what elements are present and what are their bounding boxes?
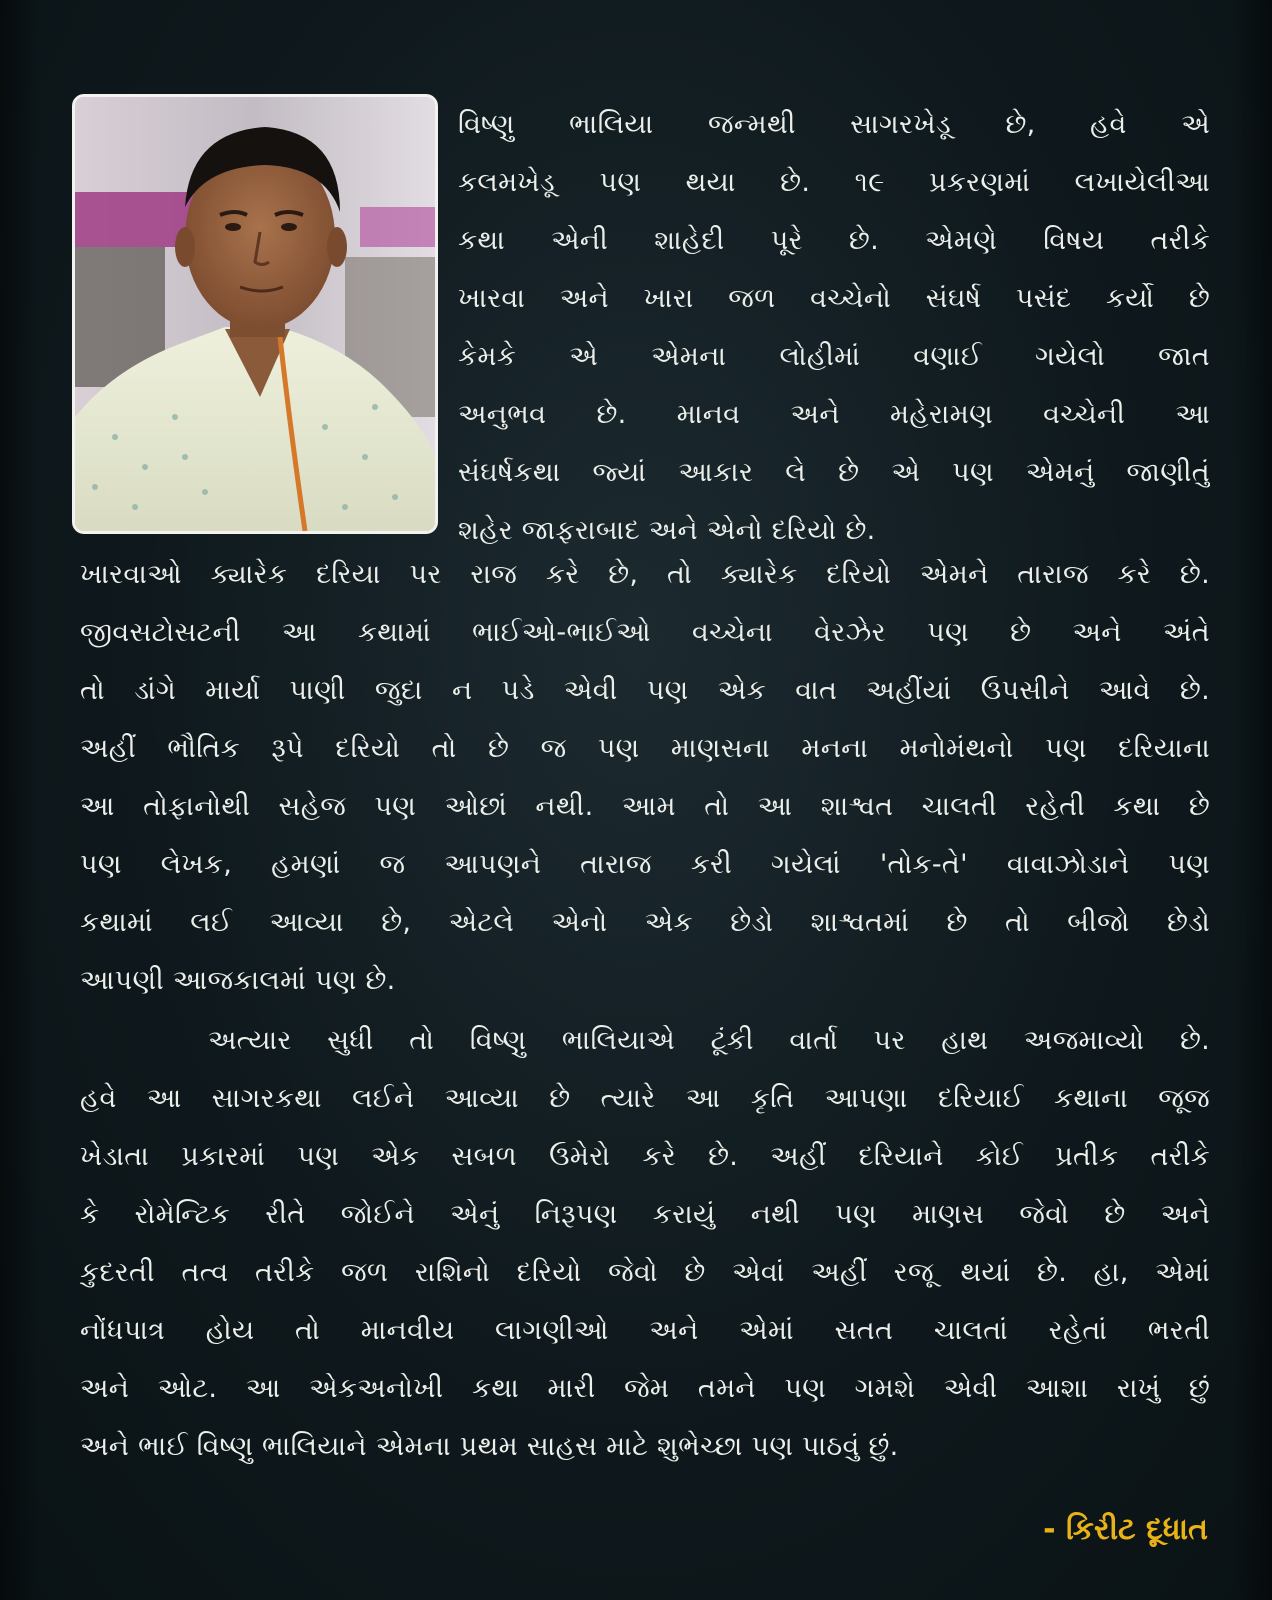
author-photo bbox=[72, 94, 438, 534]
intro-line: અનુભવ છે. માનવ અને મહેરામણ વચ્ચેની આ bbox=[458, 399, 1210, 430]
paragraph-line: આપણી આજકાલમાં પણ છે. bbox=[80, 965, 396, 996]
paragraph-line: તો ડાંગે માર્યા પાણી જુદા ન પડે એવી પણ એક વાત અહીંયાં ઉપસીને આવે છે. bbox=[80, 675, 1210, 706]
paragraph-line: કથામાં લઈ આવ્યા છે, એટલે એનો એક છેડો શાશ્વતમાં છે તો બીજો છેડો bbox=[80, 907, 1210, 938]
intro-text-block bbox=[458, 96, 1210, 560]
intro-line: કલમખેડૂ પણ થયા છે. ૧૯ પ્રકરણમાં લખાયેલીઆ bbox=[458, 167, 1210, 198]
intro-line: વિષ્ણુ ભાલિયા જન્મથી સાગરખેડૂ છે, હવે એ bbox=[458, 109, 1210, 140]
paragraph-line: અહીં ભૌતિક રૂપે દરિયો તો છે જ પણ માણસના મનના મનોમંથનો પણ દરિયાના bbox=[80, 733, 1210, 764]
paragraph-1 bbox=[80, 546, 1210, 1010]
intro-line: કથા એની શાહેદી પૂરે છે. એમણે વિષય તરીકે bbox=[458, 225, 1210, 256]
paragraph-line: હવે આ સાગરકથા લઈને આવ્યા છે ત્યારે આ કૃતિ આપણા દરિયાઈ કથાના જૂજ bbox=[80, 1083, 1210, 1114]
right-edge-shadow bbox=[1232, 0, 1272, 1600]
paragraph-line: અને ભાઈ વિષ્ણુ ભાલિયાને એમના પ્રથમ સાહસ માટે શુભેચ્છા પણ પાઠવું છું. bbox=[80, 1431, 899, 1462]
paragraph-line: અને ઓટ. આ એકઅનોખી કથા મારી જેમ તમને પણ ગમશે એવી આશા રાખું છું bbox=[80, 1373, 1210, 1404]
paragraph-line: કુદરતી તત્વ તરીકે જળ રાશિનો દરિયો જેવો છે એવાં અહીં રજૂ થયાં છે. હા, એમાં bbox=[80, 1257, 1210, 1288]
paragraph-line: નોંધપાત્ર હોય તો માનવીય લાગણીઓ અને એમાં સતત ચાલતાં રહેતાં ભરતી bbox=[80, 1315, 1210, 1346]
paragraph-line: અત્યાર સુધી તો વિષ્ણુ ભાલિયાએ ટૂંકી વાર્તા પર હાથ અજમાવ્યો છે. bbox=[208, 1025, 1210, 1056]
intro-line: સંઘર્ષકથા જ્યાં આકાર લે છે એ પણ એમનું જાણીતું bbox=[458, 457, 1210, 488]
paragraph-line: આ તોફાનોથી સહેજ પણ ઓછાં નથી. આમ તો આ શાશ્વત ચાલતી રહેતી કથા છે bbox=[80, 791, 1210, 822]
left-edge-shadow bbox=[0, 0, 40, 1600]
intro-line: કેમકે એ એમના લોહીમાં વણાઈ ગયેલો જાત bbox=[458, 341, 1210, 372]
paragraph-line: કે રોમેન્ટિક રીતે જોઈને એનું નિરૂપણ કરાયું નથી પણ માણસ જેવો છે અને bbox=[80, 1199, 1210, 1230]
paragraph-line: ખેડાતા પ્રકારમાં પણ એક સબળ ઉમેરો કરે છે. અહીં દરિયાને કોઈ પ્રતીક તરીકે bbox=[80, 1141, 1210, 1172]
paragraph-line: ખારવાઓ ક્યારેક દરિયા પર રાજ કરે છે, તો ક્યારેક દરિયો એમને તારાજ કરે છે. bbox=[80, 559, 1210, 590]
paragraph-2 bbox=[80, 1012, 1210, 1476]
intro-line: ખારવા અને ખારા જળ વચ્ચેનો સંઘર્ષ પસંદ કર્યો છે bbox=[458, 283, 1210, 314]
paragraph-line: પણ લેખક, હમણાં જ આપણને તારાજ કરી ગયેલાં 'તોક-તે' વાવાઝોડાને પણ bbox=[80, 849, 1210, 880]
paragraph-line: જીવસટોસટની આ કથામાં ભાઈઓ-ભાઈઓ વચ્ચેના વેરઝેર પણ છે અને અંતે bbox=[80, 617, 1210, 648]
author-signature: - કિરીટ દૂધાત bbox=[1043, 1512, 1208, 1547]
intro-line: શહેર જાફરાબાદ અને એનો દરિયો છે. bbox=[458, 515, 876, 546]
